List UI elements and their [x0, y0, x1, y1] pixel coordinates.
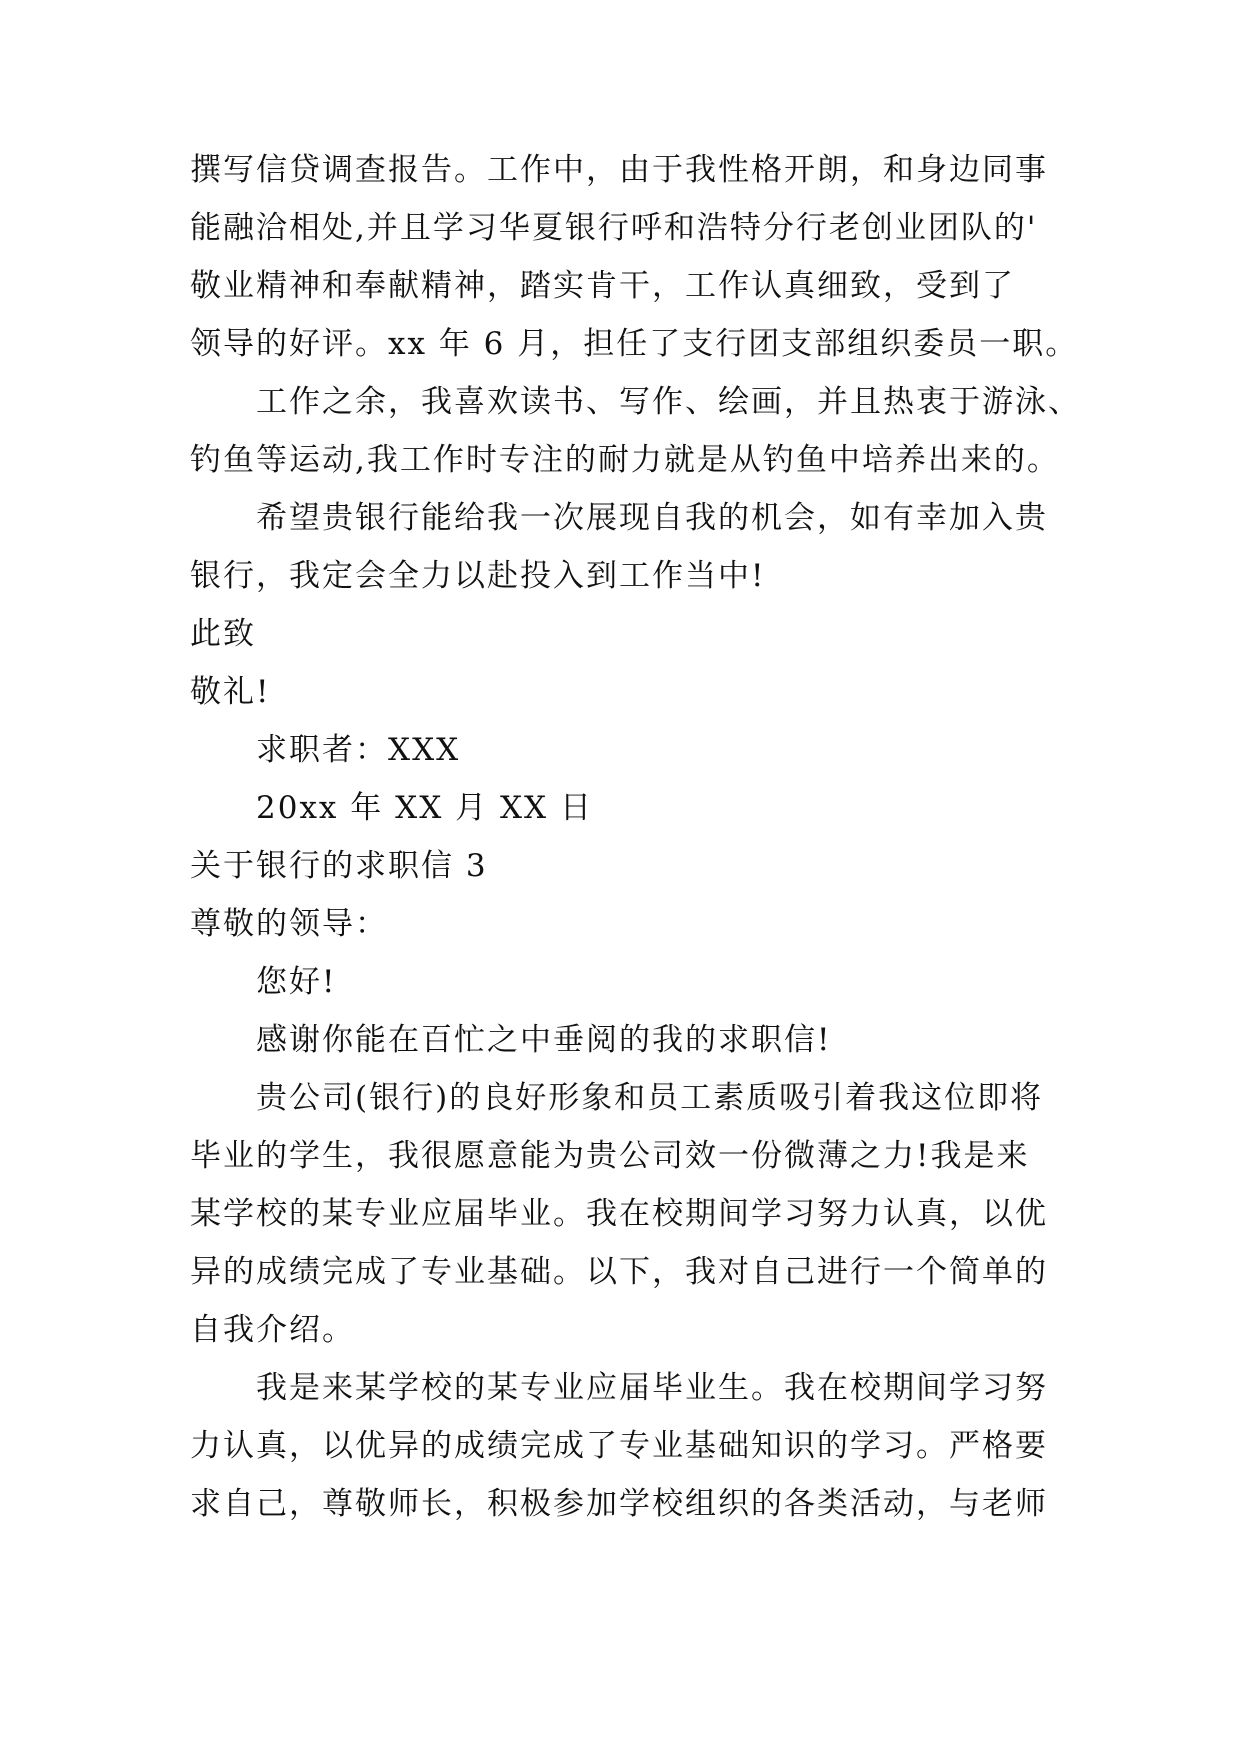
paragraph-line: 银行，我定会全力以赴投入到工作当中!	[190, 558, 766, 594]
applicant-signature: 求职者：XXX	[256, 732, 461, 768]
letter-date: 20xx 年 XX 月 XX 日	[256, 790, 593, 826]
paragraph-line: 力认真，以优异的成绩完成了专业基础知识的学习。严格要	[190, 1428, 1048, 1464]
closing-regards: 敬礼!	[190, 674, 271, 710]
paragraph-line: 钓鱼等运动,我工作时专注的耐力就是从钓鱼中培养出来的。	[190, 442, 1060, 478]
paragraph-line: 毕业的学生，我很愿意能为贵公司效一份微薄之力!我是来	[190, 1138, 1030, 1174]
paragraph-line: 敬业精神和奉献精神，踏实肯干，工作认真细致，受到了	[190, 268, 1015, 304]
paragraph-line: 领导的好评。xx 年 6 月，担任了支行团支部组织委员一职。	[190, 326, 1079, 362]
paragraph-line: 某学校的某专业应届毕业。我在校期间学习努力认真，以优	[190, 1196, 1048, 1232]
paragraph-line: 能融洽相处,并且学习华夏银行呼和浩特分行老创业团队的'	[190, 210, 1038, 246]
letter-greeting: 尊敬的领导：	[190, 906, 388, 942]
paragraph-line: 贵公司(银行)的良好形象和员工素质吸引着我这位即将	[256, 1080, 1044, 1116]
paragraph-line: 撰写信贷调查报告。工作中，由于我性格开朗，和身边同事	[190, 152, 1048, 188]
paragraph-line: 您好!	[256, 964, 337, 1000]
paragraph-line: 我是来某学校的某专业应届毕业生。我在校期间学习努	[256, 1370, 1048, 1406]
closing-salutation: 此致	[190, 616, 256, 652]
paragraph-line: 异的成绩完成了专业基础。以下，我对自己进行一个简单的	[190, 1254, 1048, 1290]
paragraph-line: 求自己，尊敬师长，积极参加学校组织的各类活动，与老师	[190, 1486, 1048, 1522]
paragraph-line: 工作之余，我喜欢读书、写作、绘画，并且热衷于游泳、	[256, 384, 1081, 420]
paragraph-line: 希望贵银行能给我一次展现自我的机会，如有幸加入贵	[256, 500, 1048, 536]
paragraph-line: 自我介绍。	[190, 1312, 355, 1348]
section-heading: 关于银行的求职信 3	[190, 848, 488, 884]
paragraph-line: 感谢你能在百忙之中垂阅的我的求职信!	[256, 1022, 832, 1058]
